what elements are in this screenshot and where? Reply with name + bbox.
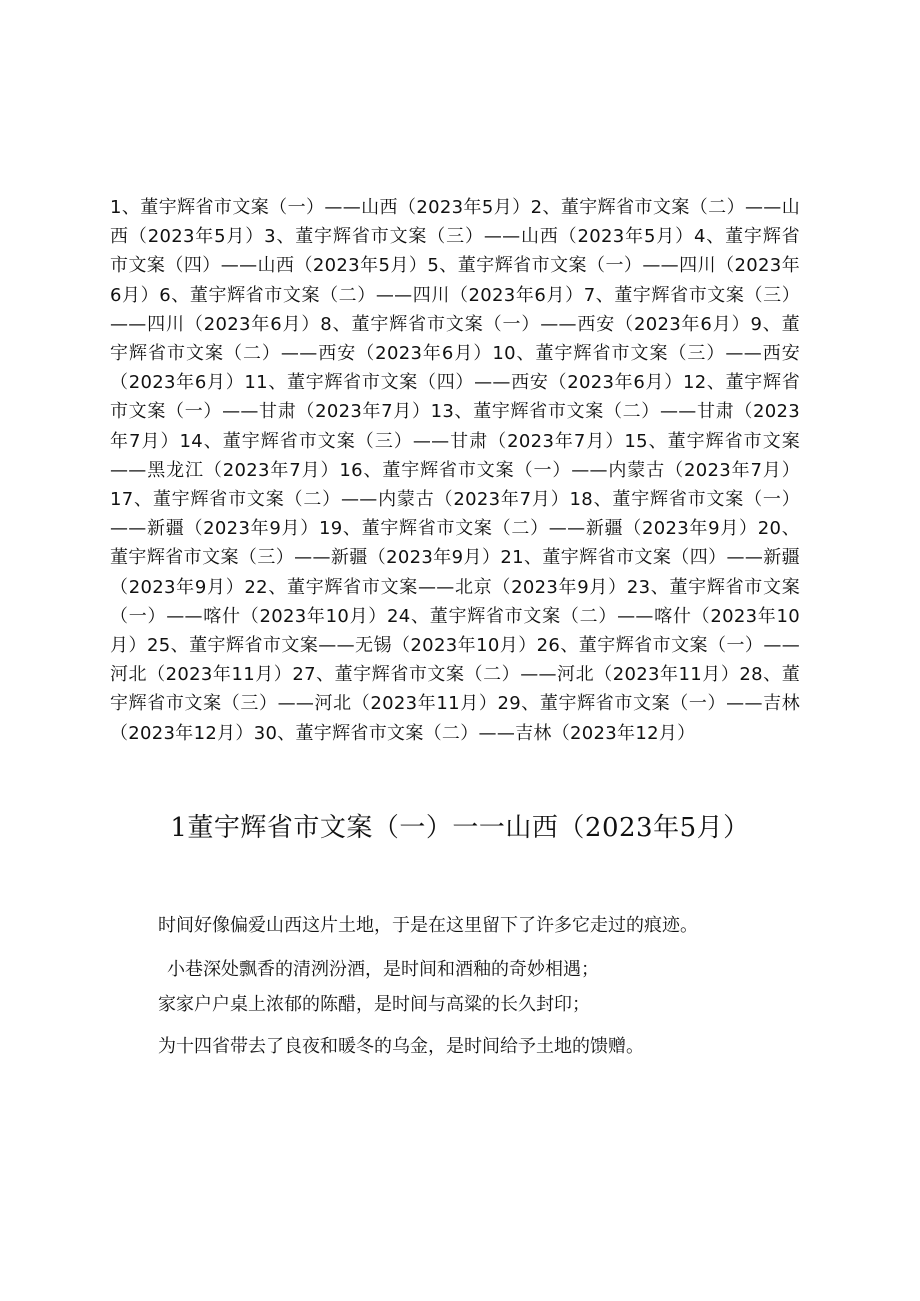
body-paragraph: 时间好像偏爱山西这片土地，于是在这里留下了许多它走过的痕迹。 [158, 915, 698, 936]
toc-entry[interactable]: 19、董宇辉省市文案（二）——新疆（2023年9月） [318, 518, 758, 540]
toc-entry[interactable]: 20、董宇辉省市文案（三）——新疆（2023年9月） [110, 518, 800, 569]
toc-entry[interactable]: 8、董宇辉省市文案（一）——西安（2023年6月） [320, 313, 751, 335]
toc-entry[interactable]: 2、董宇辉省市文案（二）——山西（2023年5月） [110, 197, 800, 248]
toc-entry[interactable]: 25、董宇辉省市文案——无锡（2023年10月） [146, 635, 537, 657]
body-paragraph: 家家户户桌上浓郁的陈醋，是时间与高粱的长久封印； [158, 994, 590, 1015]
toc-entry[interactable]: 14、董宇辉省市文案（三）——甘肃（2023年7月） [179, 430, 625, 452]
toc-entry[interactable]: 17、董宇辉省市文案（二）——内蒙古（2023年7月） [110, 489, 570, 511]
toc-entry[interactable]: 29、董宇辉省市文案（一）——吉林（2023年12月） [110, 693, 800, 744]
toc-entry[interactable]: 10、董宇辉省市文案（三）——西安（2023年6月） [110, 343, 800, 394]
toc-entry[interactable]: 13、董宇辉省市文案（二）——甘肃（2023年7月） [110, 401, 801, 452]
section-title: 1董宇辉省市文案（一）一一山西（2023年5月） [170, 813, 750, 843]
body-paragraph: 为十四省带去了良夜和暖冬的乌金，是时间给予土地的馈赠。 [158, 1036, 644, 1057]
toc-entry[interactable]: 21、董宇辉省市文案（四）——新疆（2023年9月） [110, 547, 800, 598]
toc-entry[interactable]: 15、董宇辉省市文案——黑龙江（2023年7月） [110, 430, 800, 481]
toc-entry[interactable]: 30、董宇辉省市文案（二）——吉林（2023年12月） [253, 722, 696, 744]
toc-entry[interactable]: 23、董宇辉省市文案（一）——喀什（2023年10月） [110, 576, 800, 627]
toc-entry[interactable]: 3、董宇辉省市文案（三）——山西（2023年5月） [264, 226, 694, 248]
toc-entry[interactable]: 11、董宇辉省市文案（四）——西安（2023年6月） [244, 372, 683, 394]
toc-entry[interactable]: 22、董宇辉省市文案——北京（2023年9月） [244, 576, 627, 598]
toc-entry[interactable]: 16、董宇辉省市文案（一）——内蒙古（2023年7月） [339, 459, 800, 481]
toc-entry[interactable]: 27、董宇辉省市文案（二）——河北（2023年11月） [292, 664, 740, 686]
toc-entry[interactable]: 18、董宇辉省市文案（一）——新疆（2023年9月） [110, 489, 800, 540]
toc-entry[interactable]: 12、董宇辉省市文案（一）——甘肃（2023年7月） [110, 372, 800, 423]
toc-entry[interactable]: 4、董宇辉省市文案（四）——山西（2023年5月） [110, 226, 800, 277]
toc-entry[interactable]: 5、董宇辉省市文案（一）——四川（2023年6月） [110, 255, 800, 306]
toc-entry[interactable]: 26、董宇辉省市文案（一）——河北（2023年11月） [110, 635, 800, 686]
toc-entry[interactable]: 6、董宇辉省市文案（二）——四川（2023年6月） [159, 284, 584, 306]
toc-entry[interactable]: 7、董宇辉省市文案（三）——四川（2023年6月） [110, 284, 800, 335]
toc-entry[interactable]: 1、董宇辉省市文案（一）——山西（2023年5月） [110, 197, 531, 218]
body-paragraph: 小巷深处飘香的清洌汾酒，是时间和酒釉的奇妙相遇； [167, 959, 599, 980]
toc-entry[interactable]: 24、董宇辉省市文案（二）——喀什（2023年10月） [110, 605, 800, 657]
toc-entry[interactable]: 28、董宇辉省市文案（三）——河北（2023年11月） [110, 664, 801, 715]
toc-entry[interactable]: 9、董宇辉省市文案（二）——西安（2023年6月） [110, 313, 800, 365]
